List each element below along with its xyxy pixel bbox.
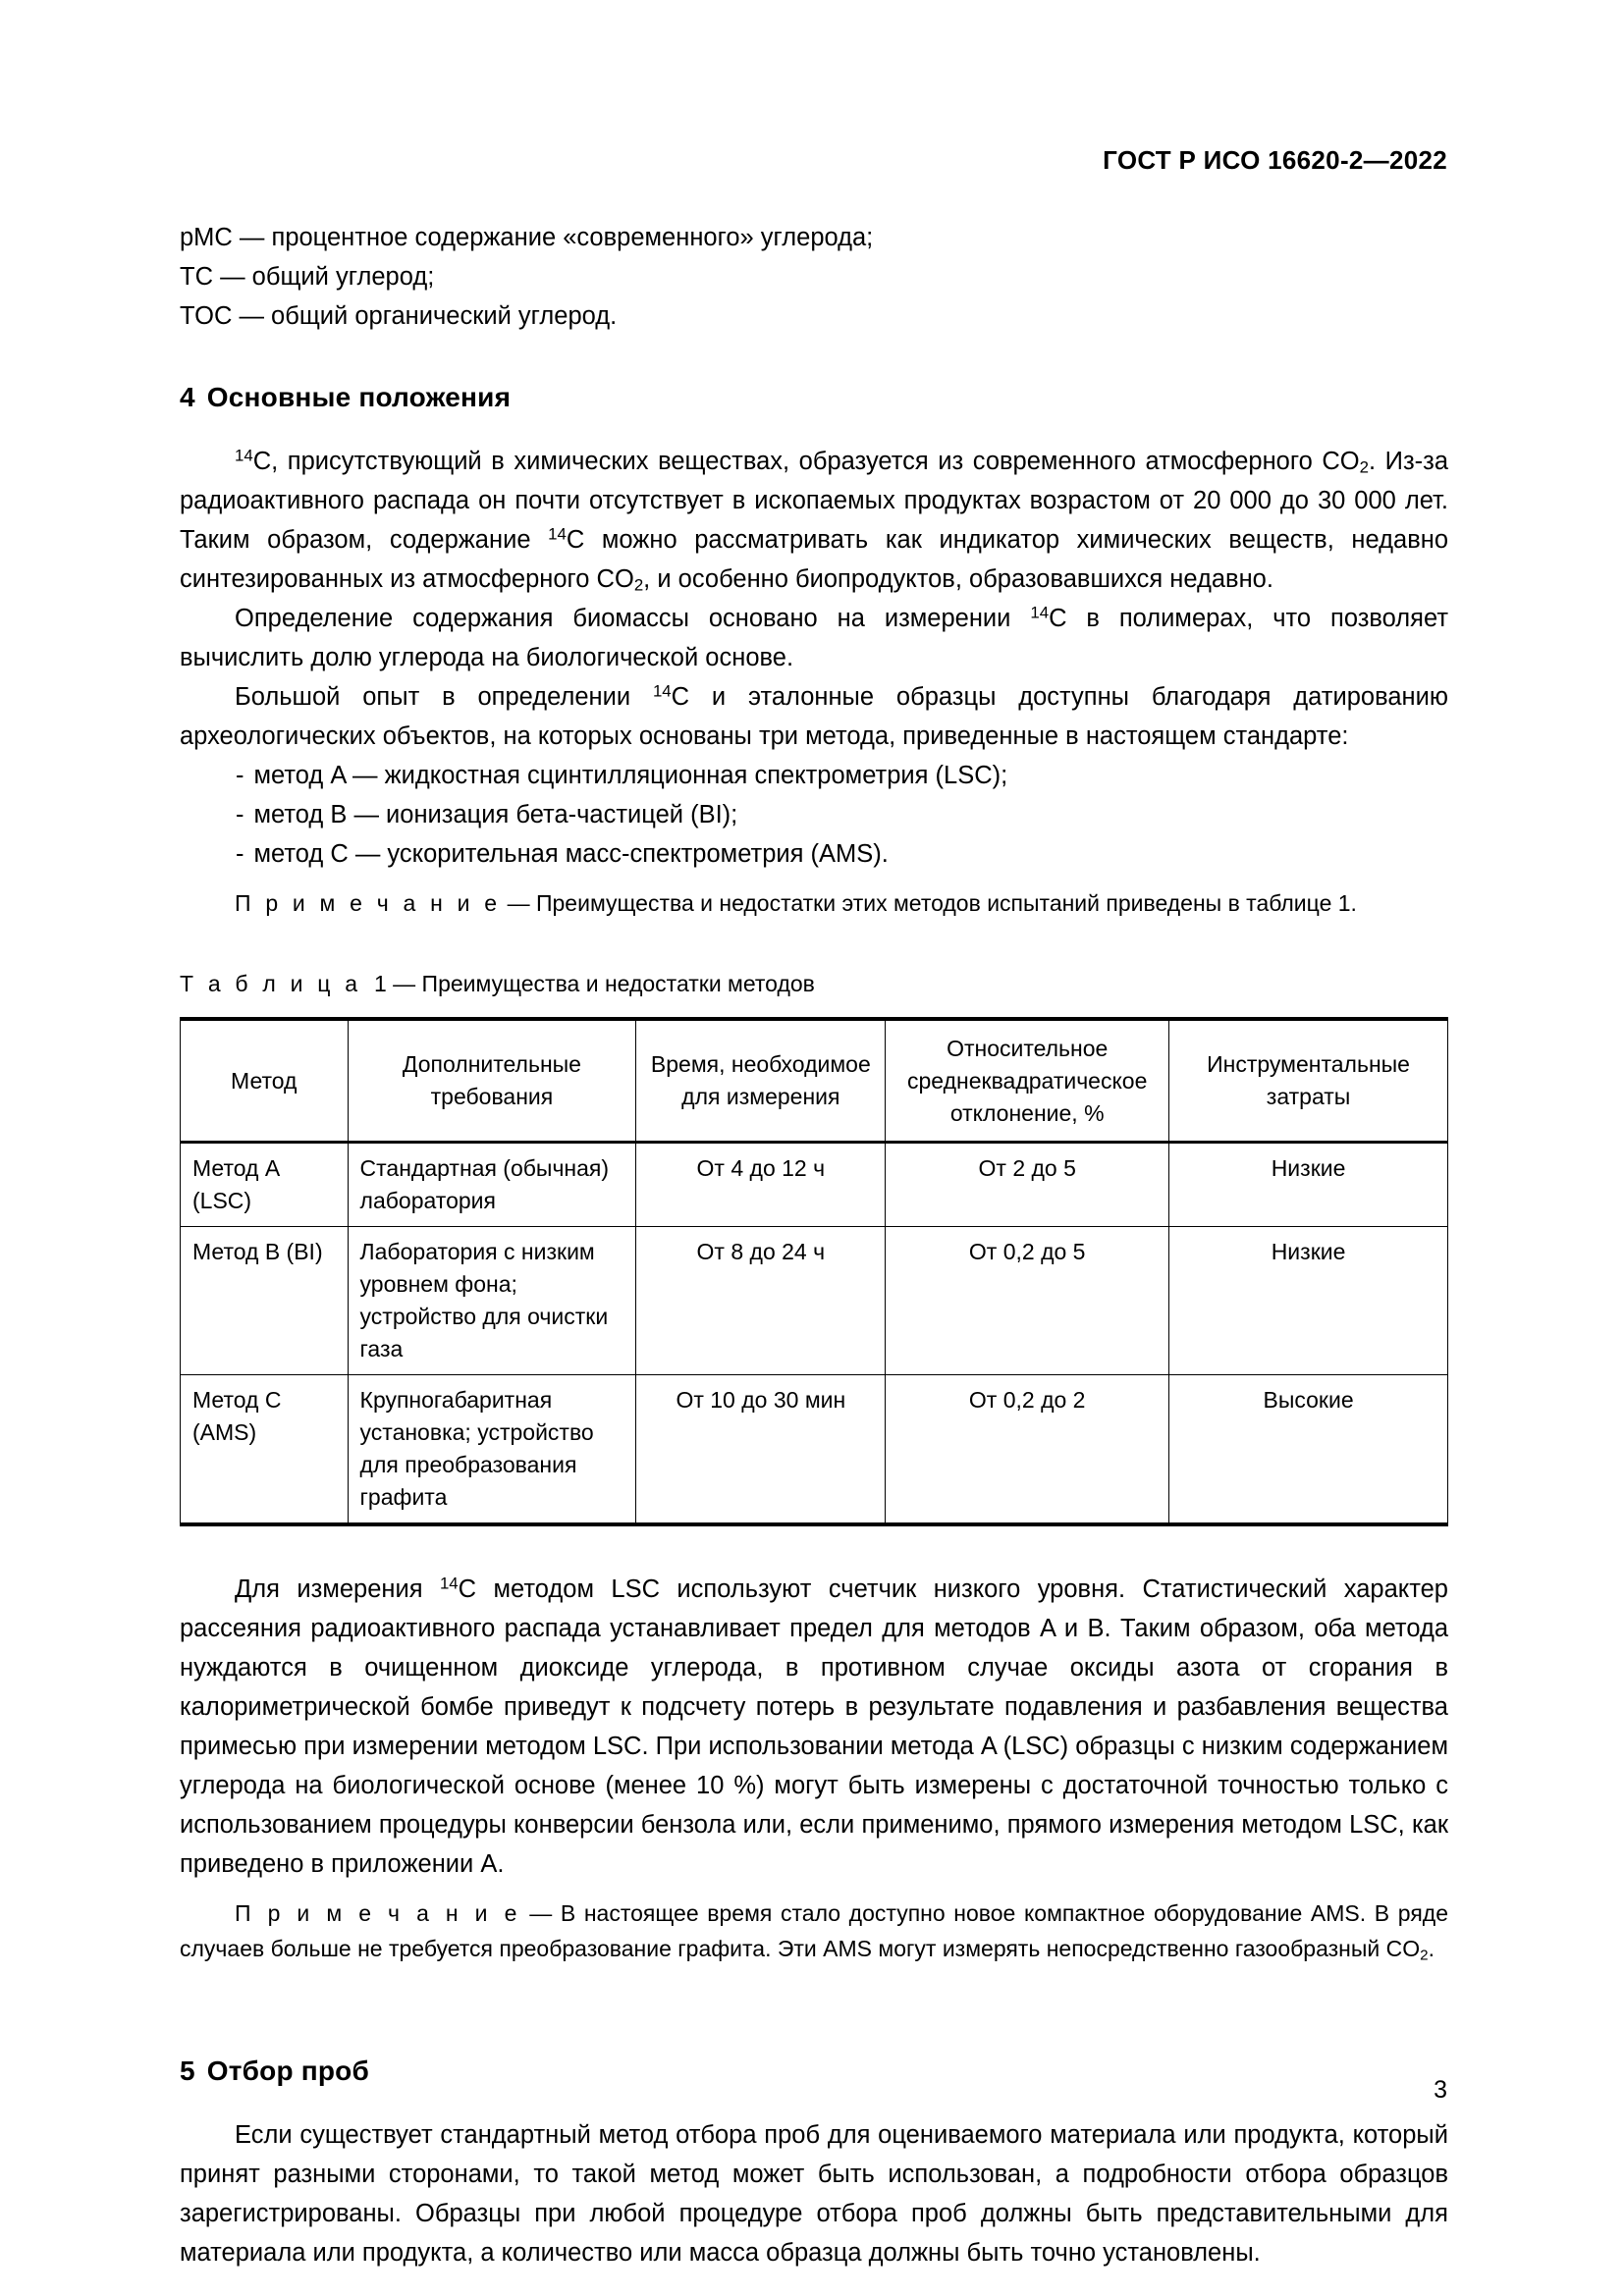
definition-line-pmc: pMC — процентное содержание «современного» углерода; <box>180 224 874 251</box>
paragraph-text-b: C и эталонные образцы доступны благодаря датированию археологических объектов, на которых основаны три метода, приведенные в настоящем стандарте: <box>180 683 1448 750</box>
paragraph-c14-origin <box>180 442 1448 599</box>
paragraph-text-c: C можно рассматривать как индикатор химических веществ, недавно синтезированных из атмосферного CO <box>180 526 1449 593</box>
cell-rsd: От 0,2 до 5 <box>886 1227 1169 1375</box>
paragraph-experience-dating <box>180 677 1448 756</box>
cell-cost: Высокие <box>1169 1375 1448 1525</box>
cell-rsd: От 0,2 до 2 <box>886 1375 1169 1525</box>
spacer <box>180 416 1448 442</box>
paragraph-lsc-measurement <box>180 1570 1448 1884</box>
note-label: П р и м е ч а н и е <box>235 890 502 916</box>
column-header-cost: Инструментальные затраты <box>1169 1019 1448 1143</box>
cell-requirements: Лаборатория с низким уровнем фона; устройство для очистки газа <box>348 1227 636 1375</box>
cell-cost: Низкие <box>1169 1143 1448 1227</box>
methods-comparison-table <box>180 1017 1448 1526</box>
spacer <box>180 2090 1448 2115</box>
cell-method: Метод C (AMS) <box>181 1375 349 1525</box>
cell-cost: Низкие <box>1169 1227 1448 1375</box>
isotope-superscript: 14 <box>1030 603 1050 622</box>
co2-subscript: 2 <box>1359 457 1369 477</box>
cell-requirements: Крупногабаритная установка; устройство для преобразования графита <box>348 1375 636 1525</box>
column-header-time: Время, необходимое для измерения <box>636 1019 886 1143</box>
table-row <box>181 1143 1448 1227</box>
paragraph-text-a: Определение содержания биомассы основано на измерении <box>235 605 1031 632</box>
list-item-label: метод B — ионизация бета-частицей (BI); <box>253 801 738 828</box>
paragraph-text-a: Для измерения <box>235 1575 440 1603</box>
cell-method: Метод B (BI) <box>181 1227 349 1375</box>
list-bullet-dash: - <box>236 762 244 789</box>
list-item <box>180 834 1448 874</box>
list-item-label: метод C — ускорительная масс-спектрометрия (AMS). <box>253 840 889 868</box>
spacer <box>180 1526 1448 1570</box>
note-methods-table-reference <box>180 885 1448 921</box>
paragraph-sampling-method: Если существует стандартный метод отбора проб для оцениваемого материала или продукта, который принят разными сторонами, то такой метод может быть использован, а подробности отбора образцов зарегистрированы. Образцы при любой процедуре отбора проб должны быть представительными для материала или продукта, а количество или масса образца должны быть точно установлены. <box>180 2121 1448 2267</box>
isotope-superscript: 14 <box>235 446 253 465</box>
spacer <box>180 1884 1448 1896</box>
spacer <box>180 1966 1448 2009</box>
co2-subscript: 2 <box>633 575 644 595</box>
list-bullet-dash: - <box>236 801 244 828</box>
paragraph-text-a: Большой опыт в определении <box>235 683 653 711</box>
definition-line-toc: TOC — общий органический углерод. <box>180 302 618 330</box>
list-item <box>180 795 1448 834</box>
definition-list <box>180 218 1448 336</box>
cell-method: Метод A (LSC) <box>181 1143 349 1227</box>
column-header-rsd: Относительное среднеквадратическое отклонение, % <box>886 1019 1169 1143</box>
section-heading-4 <box>180 379 1448 416</box>
page-content <box>180 218 1448 2272</box>
column-header-requirements: Дополнительные требования <box>348 1019 636 1143</box>
list-item-label: метод A — жидкостная сцинтилляционная спектрометрия (LSC); <box>253 762 1008 789</box>
table-caption <box>180 964 1448 1003</box>
isotope-superscript: 14 <box>652 681 672 701</box>
running-header-standard-id: ГОСТ Р ИСО 16620-2—2022 <box>1103 145 1447 175</box>
spacer <box>180 2009 1448 2053</box>
note-text-end: . <box>1428 1936 1435 1961</box>
note-label: П р и м е ч а н и е <box>235 1900 521 1926</box>
list-bullet-dash: - <box>236 840 244 868</box>
cell-time: От 4 до 12 ч <box>636 1143 886 1227</box>
table-caption-word: Т а б л и ц а <box>180 971 362 996</box>
column-header-method: Метод <box>181 1019 349 1143</box>
paragraph-text-b: . Из-за радиоактивного распада он почти отсутствует в ископаемых продуктах возрастом от 20 000 до 30 000 лет. Таким образом, содержание <box>180 448 1448 554</box>
list-item <box>180 756 1448 795</box>
table-caption-text: — Преимущества и недостатки методов <box>386 971 815 996</box>
co2-subscript: 2 <box>1420 1947 1429 1964</box>
table-caption-number: 1 <box>373 971 387 996</box>
paragraph-text-b: C в полимерах, что позволяет вычислить долю углерода на биологической основе. <box>180 605 1448 671</box>
paragraph-text-d: , и особенно биопродуктов, образовавшихся недавно. <box>643 565 1273 593</box>
section-number-4: 4 <box>180 382 195 412</box>
table-header-row <box>181 1019 1448 1143</box>
spacer <box>180 874 1448 885</box>
spacer <box>180 921 1448 964</box>
note-text: — Преимущества и недостатки этих методов испытаний приведены в таблице 1. <box>501 890 1357 916</box>
cell-requirements: Стандартная (обычная) лаборатория <box>348 1143 636 1227</box>
definition-line-tc: TC — общий углерод; <box>180 263 435 291</box>
spacer <box>180 336 1448 379</box>
table-row <box>181 1227 1448 1375</box>
isotope-superscript: 14 <box>548 524 567 544</box>
paragraph-text-b: C методом LSC используют счетчик низкого уровня. Статистический характер рассеяния радиоактивного распада устанавливает предел для методов A и B. Таким образом, оба метода нуждаются в очищенном диоксиде углерода, в противном случае оксиды азота от сгорания в калориметрической бомбе приведут к подсчету потерь в результате подавления и разбавления вещества примесью при измерении методом LSC. При использовании метода A (LSC) образцы с низким содержанием углерода на биологической основе (менее 10 %) могут быть измерены с достаточной точностью только с использованием процедуры конверсии бензола или, если применимо, прямого измерения методом LSC, как приведено в приложении A. <box>180 1575 1448 1878</box>
isotope-superscript: 14 <box>439 1574 459 1593</box>
section-title-4: Основные положения <box>206 382 512 412</box>
page-number-footer: 3 <box>1434 2076 1447 2104</box>
cell-time: От 8 до 24 ч <box>636 1227 886 1375</box>
cell-time: От 10 до 30 мин <box>636 1375 886 1525</box>
table-row <box>181 1375 1448 1525</box>
cell-rsd: От 2 до 5 <box>886 1143 1169 1227</box>
note-compact-ams-equipment <box>180 1896 1448 1966</box>
paragraph-biomass-determination <box>180 599 1448 677</box>
section-heading-5 <box>180 2053 1448 2090</box>
note-text: — В настоящее время стало доступно новое компактное оборудование AMS. В ряде случаев больше не требуется преобразование графита. Эти AMS могут измерять непосредственно газообразный CO <box>180 1900 1448 1961</box>
paragraph-text-a: C, присутствующий в химических веществах, образуется из современного атмосферного CO <box>252 448 1360 475</box>
section-number-5: 5 <box>180 2056 195 2086</box>
section-title-5: Отбор проб <box>206 2056 369 2086</box>
